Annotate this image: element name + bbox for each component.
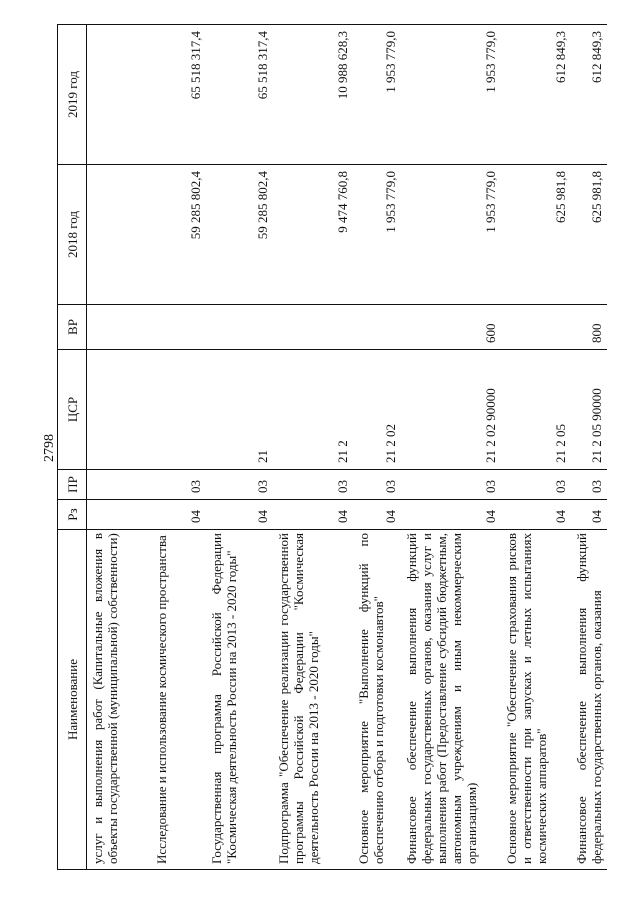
row-pr: 03 bbox=[401, 470, 501, 500]
row-rz: 04 bbox=[571, 500, 607, 530]
row-csr: 21 2 05 90000 bbox=[571, 350, 607, 470]
row-rz bbox=[87, 500, 151, 530]
row-2019: 1 953 779,0 bbox=[401, 25, 501, 165]
row-name: Государственная программа Российской Федерации "Космическая деятельность России на 2013 - 2020 годы" bbox=[206, 530, 273, 870]
page-number: 2798 bbox=[42, 434, 57, 462]
row-rz: 04 bbox=[273, 500, 353, 530]
row-2018 bbox=[87, 165, 151, 305]
row-pr: 03 bbox=[206, 470, 273, 500]
header-2019: 2019 год bbox=[58, 25, 87, 165]
row-name: Подпрограмма "Обеспечение реализации государственной программы Российской Федерации "Космическая деятельность России на 2013 - 2020 годы" bbox=[273, 530, 353, 870]
row-vr bbox=[206, 305, 273, 350]
table-row bbox=[151, 25, 206, 870]
row-2018: 625 981,8 bbox=[571, 165, 607, 305]
table-header-row bbox=[58, 25, 87, 870]
row-2018: 59 285 802,4 bbox=[151, 165, 206, 305]
header-csr: ЦСР bbox=[58, 350, 87, 470]
row-vr bbox=[501, 305, 571, 350]
row-name: Основное мероприятие "Выполнение функций по обеспечению отбора и подготовки космонавтов" bbox=[353, 530, 401, 870]
row-2018: 1 953 779,0 bbox=[353, 165, 401, 305]
table-row bbox=[87, 25, 151, 870]
row-csr: 21 2 02 bbox=[353, 350, 401, 470]
row-2019: 612 849,3 bbox=[501, 25, 571, 165]
row-2019: 612 849,3 bbox=[571, 25, 607, 165]
row-2019: 65 518 317,4 bbox=[151, 25, 206, 165]
header-name: Наименование bbox=[58, 530, 87, 870]
row-name: услуг и выполнения работ (Капитальные вложения в объекты государственной (муниципальной) собственности) bbox=[87, 530, 151, 870]
row-pr: 03 bbox=[151, 470, 206, 500]
row-pr: 03 bbox=[501, 470, 571, 500]
row-rz: 04 bbox=[501, 500, 571, 530]
table-row bbox=[273, 25, 353, 870]
row-2018: 9 474 760,8 bbox=[273, 165, 353, 305]
row-csr: 21 2 05 bbox=[501, 350, 571, 470]
row-rz: 04 bbox=[401, 500, 501, 530]
row-name: Основное мероприятие "Обеспечение страхования рисков и ответственности при запусках и летных испытаниях космических аппаратов" bbox=[501, 530, 571, 870]
row-2018: 1 953 779,0 bbox=[401, 165, 501, 305]
row-csr: 21 2 02 90000 bbox=[401, 350, 501, 470]
table-row bbox=[501, 25, 571, 870]
row-csr: 21 2 bbox=[273, 350, 353, 470]
header-rz: Рз bbox=[58, 500, 87, 530]
table-row bbox=[206, 25, 273, 870]
row-vr bbox=[273, 305, 353, 350]
row-pr: 03 bbox=[273, 470, 353, 500]
row-csr bbox=[87, 350, 151, 470]
row-rz: 04 bbox=[206, 500, 273, 530]
header-vr: ВР bbox=[58, 305, 87, 350]
row-vr: 800 bbox=[571, 305, 607, 350]
table-row bbox=[571, 25, 607, 870]
row-2019 bbox=[87, 25, 151, 165]
rotated-page bbox=[57, 25, 607, 870]
row-2019: 10 988 628,3 bbox=[273, 25, 353, 165]
row-rz: 04 bbox=[151, 500, 206, 530]
row-2018: 625 981,8 bbox=[501, 165, 571, 305]
row-2019: 1 953 779,0 bbox=[353, 25, 401, 165]
budget-table bbox=[57, 24, 607, 870]
row-pr bbox=[87, 470, 151, 500]
row-rz: 04 bbox=[353, 500, 401, 530]
row-name: Финансовое обеспечение выполнения функций федеральных государственных органов, оказания услуг и выполнения работ (Предоставление субсидий бюджетным, автономным учреждениям и иным некоммерческим организациям) bbox=[401, 530, 501, 870]
header-pr: ПР bbox=[58, 470, 87, 500]
row-vr bbox=[151, 305, 206, 350]
table-row bbox=[353, 25, 401, 870]
row-name: Финансовое обеспечение выполнения функций федеральных государственных органов, оказания bbox=[571, 530, 607, 870]
row-name: Исследование и использование космического пространства bbox=[151, 530, 206, 870]
row-pr: 03 bbox=[353, 470, 401, 500]
row-vr: 600 bbox=[401, 305, 501, 350]
row-csr: 21 bbox=[206, 350, 273, 470]
row-csr bbox=[151, 350, 206, 470]
row-vr bbox=[353, 305, 401, 350]
row-pr: 03 bbox=[571, 470, 607, 500]
header-2018: 2018 год bbox=[58, 165, 87, 305]
row-2019: 65 518 317,4 bbox=[206, 25, 273, 165]
table-row bbox=[401, 25, 501, 870]
row-2018: 59 285 802,4 bbox=[206, 165, 273, 305]
row-vr bbox=[87, 305, 151, 350]
